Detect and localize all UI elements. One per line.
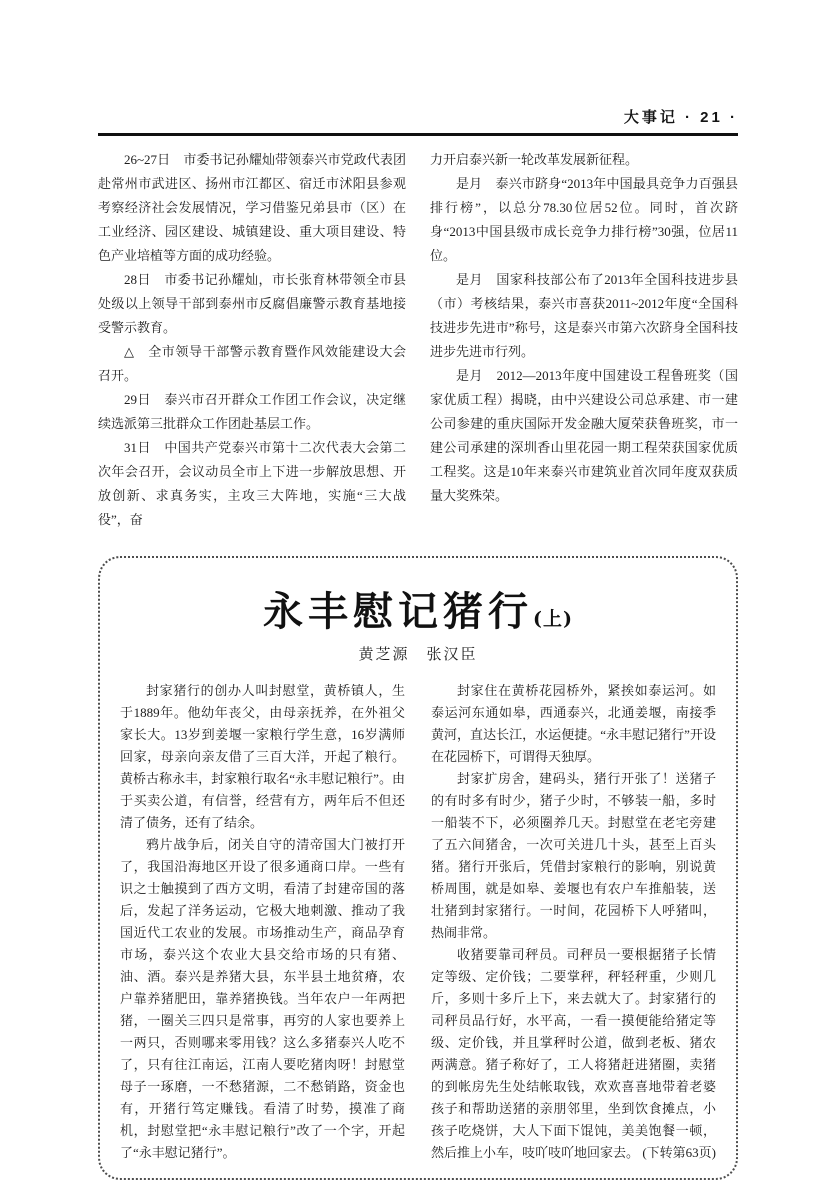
article-paragraph-weigher [431, 944, 716, 1164]
continuation-note: (下转第63页) [642, 1145, 716, 1160]
chronicle-entry-month-3: 是月 2012—2013年度中国建设工程鲁班奖（国家优质工程）揭晓，由中兴建设公司总承建、市一建公司参建的重庆国际开发金融大厦荣获鲁班奖，市一建公司承建的深圳香山里花园一期工程荣获国家优质工程奖。这是10年来泰兴市建筑业首次同年度双获质量大奖殊荣。 [430, 368, 738, 503]
chronicle-entry-31-continued: 力开启泰兴新一轮改革发展新征程。 [430, 152, 639, 167]
running-head-text: 大事记 · 21 · [623, 109, 738, 126]
article-title [120, 580, 716, 637]
article-paragraph-location: 封家住在黄桥花园桥外，紧挨如泰运河。如泰运河东通如皋，西通泰兴，北通姜堰，南接季黄河，直达长江，水运便捷。“永丰慰记猪行”开设在花园桥下，可谓得天独厚。 [431, 683, 716, 764]
article-box [98, 556, 738, 1180]
chronicle-entry-31: 31日 中国共产党泰兴市第十二次代表大会第二次年会召开，会议动员全市上下进一步解放思想、开放创新、求真务实，主攻三大阵地，实施“三大战役”，奋 [98, 440, 406, 527]
chronicle-left-column [98, 148, 406, 532]
article-title-part: (上) [533, 608, 573, 630]
chronicle-entry-29: 29日 泰兴市召开群众工作团工作会议，决定继续选派第三批群众工作团赴基层工作。 [98, 392, 406, 431]
article-right-column [431, 680, 716, 1164]
chronicle-entry-triangle: △ 全市领导干部警示教育暨作风效能建设大会召开。 [98, 344, 406, 383]
article-body [120, 680, 716, 1164]
chronicle-right-column [430, 148, 738, 532]
article-paragraph-opening: 封家扩房舍，建码头，猪行开张了！送猪子的有时多有时少，猪子少时，不够装一船，多时一船装不下，必须圈养几天。封慰堂在老宅旁建了五六间猪舍，一次可关进几十头，甚至上百头猪。猪行开张后，凭借封家粮行的影响，别说黄桥周围，就是如皋、姜堰也有农户车推船装，送壮猪到封家猪行。一时间，花园桥下人呼猪叫，热闹非常。 [431, 771, 716, 940]
page-content [98, 0, 738, 1180]
article-paragraph-weigher-text: 收猪要靠司秤员。司秤员一要根据猪子长情定等级、定价钱；二要掌秤，秤轻秤重，少则几斤，多则十多斤上下，来去就大了。封家猪行的司秤员品行好，水平高，一看一摸便能给猪定等级、定价钱，并且掌秤时公道，做到老板、猪农两满意。猪子称好了，工人将猪赶进猪圈，卖猪的到帐房先生处结帐取钱，欢欢喜喜地带着老婆孩子和帮助送猪的亲朋邻里，坐到饮食摊点，小孩子吃烧饼，大人下面下馄饨，美美饱餐一顿，然后推上小车，吱吖吱吖地回家去。 [431, 947, 716, 1160]
chronicle-entry-month-1: 是月 泰兴市跻身“2013年中国最具竞争力百强县排行榜”，以总分78.30位居52位。同时，首次跻身“2013中国县级市成长竞争力排行榜”30强，位居11位。 [430, 176, 738, 263]
chronicle-entry-28: 28日 市委书记孙耀灿，市长张育林带领全市县处级以上领导干部到泰州市反腐倡廉警示教育基地接受警示教育。 [98, 272, 406, 335]
header-rule [98, 133, 738, 136]
article-authors: 黄芝源 张汉臣 [358, 647, 478, 663]
article-paragraph-founder: 封家猪行的创办人叫封慰堂，黄桥镇人，生于1889年。他幼年丧父，由母亲抚养，在外祖父家长大。13岁到姜堰一家粮行学生意，16岁满师回家，母亲向亲友借了三百大洋，开起了粮行。黄桥古称永丰，封家粮行取名“永丰慰记粮行”。由于买卖公道，有信誉，经营有方，两年后不但还清了债务，还有了结余。 [120, 683, 405, 830]
chronicle-entry-26-27: 26~27日 市委书记孙耀灿带领泰兴市党政代表团赴常州市武进区、扬州市江都区、宿迁市沭阳县参观考察经济社会发展情况，学习借鉴兄弟县市（区）在工业经济、园区建设、城镇建设、重大项目建设、特色产业培植等方面的成功经验。 [98, 152, 406, 263]
article-paragraph-history: 鸦片战争后，闭关自守的清帝国大门被打开了，我国沿海地区开设了很多通商口岸。一些有识之士触摸到了西方文明，看清了封建帝国的落后，发起了洋务运动，它极大地刺激、推动了我国近代工农业的发展。市场推动生产，商品孕育市场，泰兴这个农业大县交给市场的只有猪、油、酒。泰兴是养猪大县，东半县土地贫瘠，农户靠养猪肥田，靠养猪换钱。当年农户一年两把猪，一圈关三四只是常事，再穷的人家也要养上一两只，否则哪来零用钱？这么多猪泰兴人吃不了，只有往江南运，江南人要吃猪肉呀！封慰堂母子一琢磨，一不愁猪源，二不愁销路，资金也有，开猪行笃定赚钱。看清了时势，摸准了商机，封慰堂把“永丰慰记粮行”改了一个字，开起了“永丰慰记猪行”。 [120, 837, 405, 1160]
chronicle-section [98, 148, 738, 532]
running-head [98, 0, 738, 127]
article-title-text: 永丰慰记猪行 [263, 588, 533, 635]
chronicle-entry-month-2: 是月 国家科技部公布了2013年全国科技进步县（市）考核结果，泰兴市喜获2011~2012年度“全国科技进步先进市”称号，这是泰兴市第六次跻身全国科技进步先进市行列。 [430, 272, 738, 359]
article-left-column [120, 680, 405, 1164]
